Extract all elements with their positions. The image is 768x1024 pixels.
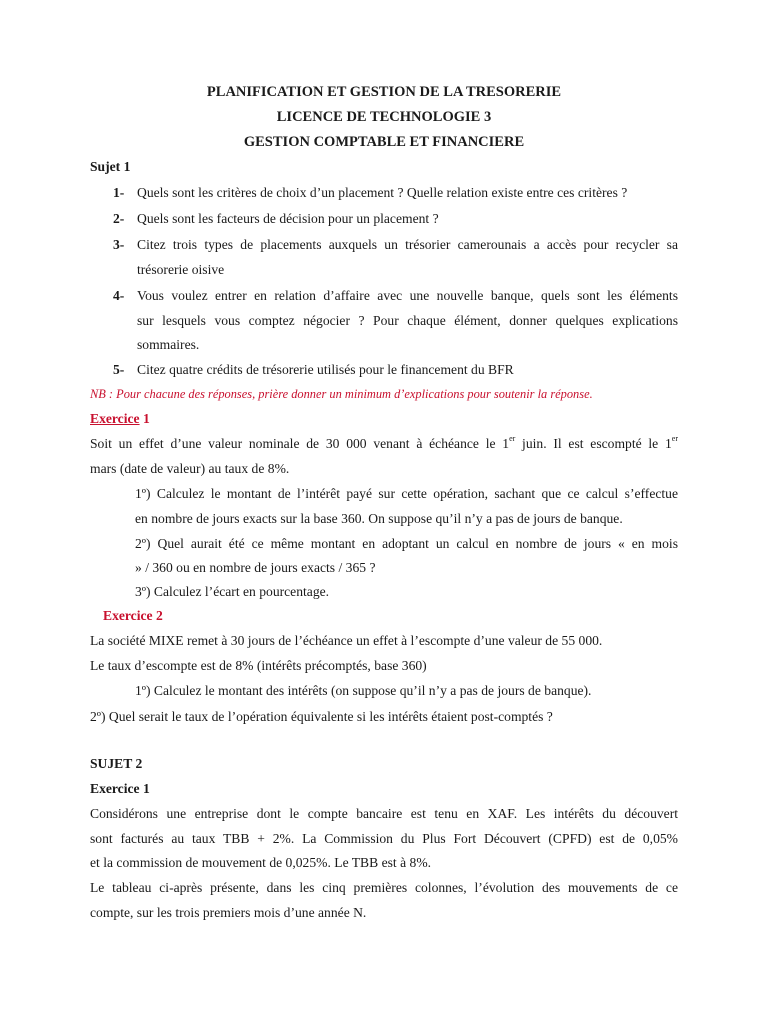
sujet2-paragraph-line: et la commission de mouvement de 0,025%. Le TBB est à 8%. (90, 855, 432, 870)
question-text: trésorerie oisive (137, 262, 225, 277)
question-text: sommaires. (137, 337, 200, 352)
exercice1-item: 1º) Calculez le montant de l’intérêt payé sur cette opération, sachant que ce calcul s’effectue (135, 486, 678, 501)
header-title-2: LICENCE DE TECHNOLOGIE 3 (276, 109, 492, 125)
sujet1-title: Sujet 1 (90, 159, 131, 174)
sujet2-paragraph-line: Le tableau ci-après présente, dans les cinq premières colonnes, l’évolution des mouvements de ce (90, 880, 678, 895)
sujet2-exercice1-title: Exercice 1 (90, 781, 150, 796)
header-title-1: PLANIFICATION ET GESTION DE LA TRESORERIE (206, 84, 562, 100)
exercice1-statement-line1 (90, 436, 678, 452)
exercice2-statement-line2: Le taux d’escompte est de 8% (intérêts précomptés, base 360) (90, 658, 427, 673)
sujet2-paragraph-line: Considérons une entreprise dont le compte bancaire est tenu en XAF. Les intérêts du découvert (90, 806, 678, 821)
exercice1-item: 3º) Calculez l’écart en pourcentage. (135, 584, 330, 599)
question-text: Citez trois types de placements auxquels un trésorier camerounais a accès pour recycler sa (137, 237, 678, 252)
exercice2-item: 2º) Quel serait le taux de l’opération équivalente si les intérêts étaient post-comptés ? (90, 709, 553, 724)
exercice1-item: » / 360 ou en nombre de jours exacts / 365 ? (135, 560, 376, 575)
question-number: 2- (113, 211, 125, 226)
question-text: Quels sont les facteurs de décision pour un placement ? (137, 211, 439, 226)
exercice1-item: 2º) Quel aurait été ce même montant en adoptant un calcul en nombre de jours « en mois (135, 536, 678, 551)
exercice2-item: 1º) Calculez le montant des intérêts (on suppose qu’il n’y a pas de jours de banque). (135, 683, 592, 698)
statement-text-b: juin. Il est escompté le 1 (515, 436, 672, 451)
question-number: 3- (113, 237, 125, 252)
superscript: er (509, 434, 516, 444)
question-number: 4- (113, 288, 125, 303)
exercice1-title-number: 1 (142, 411, 150, 426)
statement-text-a: Soit un effet d’une valeur nominale de 30 000 venant à échéance le 1 (90, 436, 510, 451)
header-title-3: GESTION COMPTABLE ET FINANCIERE (243, 134, 525, 150)
exercice1-statement-line2: mars (date de valeur) au taux de 8%. (90, 461, 290, 476)
superscript: er (671, 434, 678, 444)
exercice1-title-word: Exercice (90, 411, 140, 426)
sujet2-paragraph-line: compte, sur les trois premiers mois d’une année N. (90, 905, 367, 920)
nb-note: NB : Pour chacune des réponses, prière donner un minimum d’explications pour soutenir la réponse. (90, 387, 593, 401)
sujet2-paragraph-line: sont facturés au taux TBB + 2%. La Commission du Plus Fort Découvert (CPFD) est de 0,05% (90, 831, 678, 846)
exercice1-title (90, 411, 150, 427)
sujet2-title: SUJET 2 (90, 756, 143, 771)
question-text: sur lesquels vous comptez négocier ? Pour chaque élément, donner quelques explications (137, 313, 678, 328)
question-text: Vous voulez entrer en relation d’affaire avec une nouvelle banque, quels sont les éléments (137, 288, 678, 303)
question-number: 5- (113, 362, 125, 377)
question-text: Citez quatre crédits de trésorerie utilisés pour le financement du BFR (137, 362, 514, 377)
question-number: 1- (113, 185, 125, 200)
exercice2-title: Exercice 2 (103, 608, 163, 623)
exercice1-item: en nombre de jours exacts sur la base 360. On suppose qu’il n’y a pas de jours de banque. (135, 511, 623, 526)
question-text: Quels sont les critères de choix d’un placement ? Quelle relation existe entre ces critères ? (137, 185, 628, 200)
exercice2-statement-line1: La société MIXE remet à 30 jours de l’échéance un effet à l’escompte d’une valeur de 55 000. (90, 633, 603, 648)
